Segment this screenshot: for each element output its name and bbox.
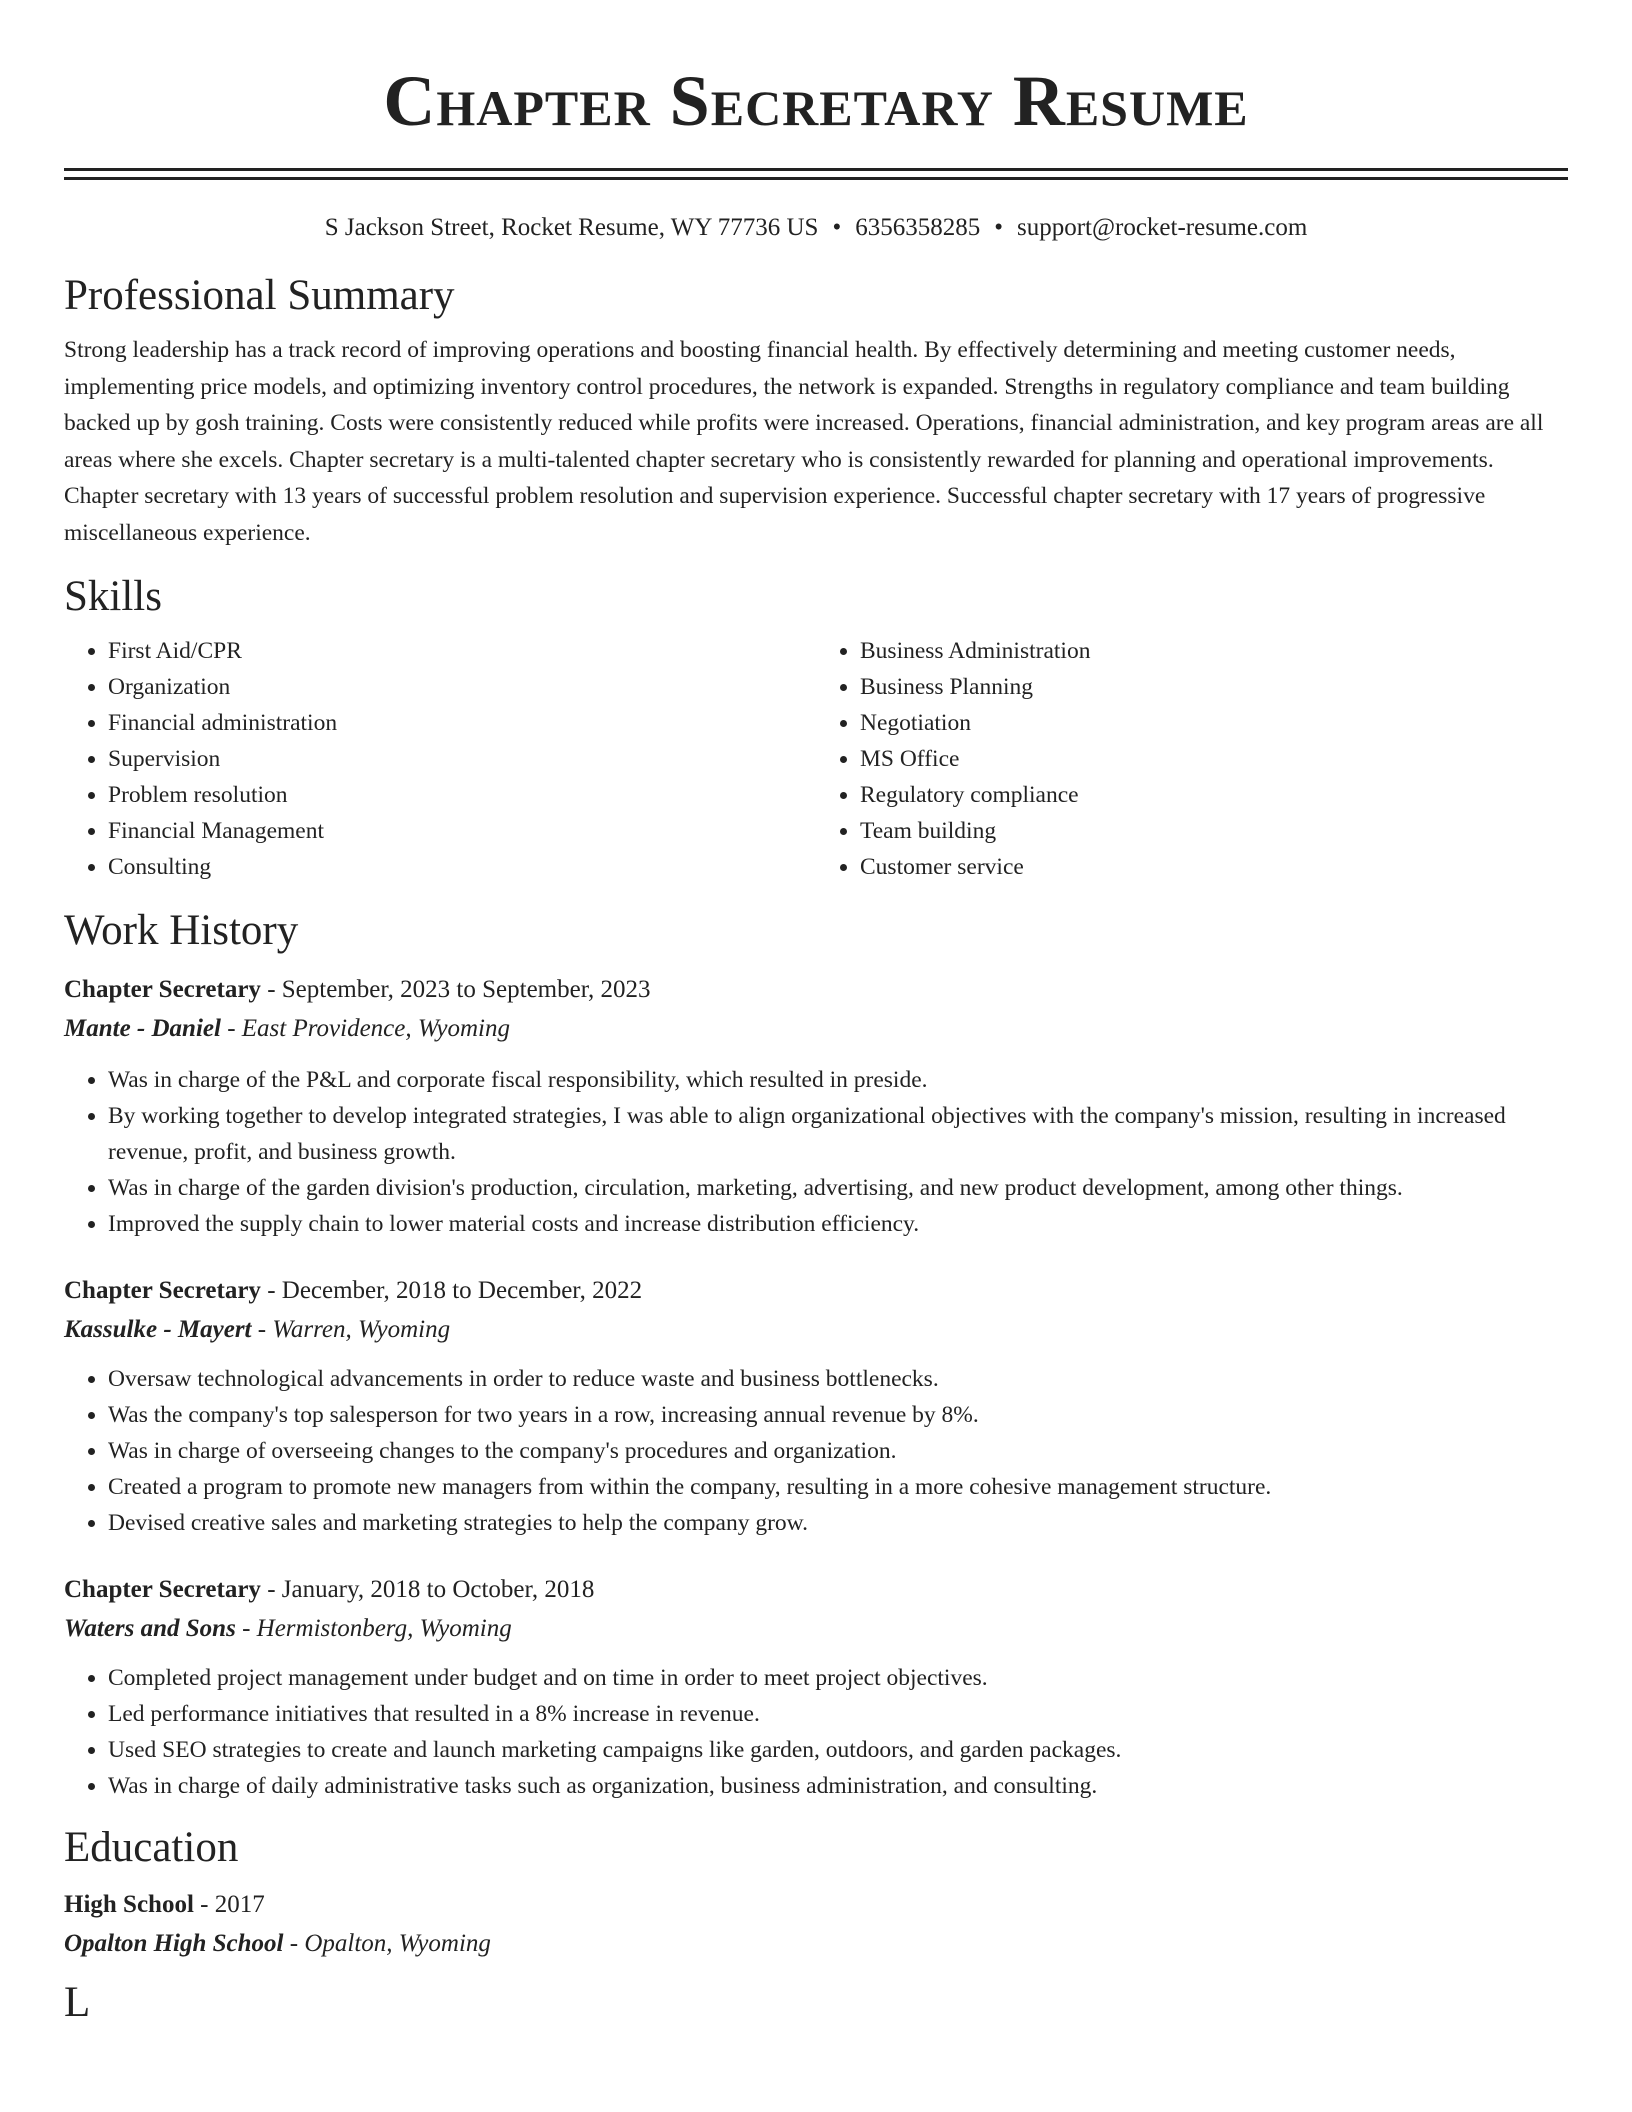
job-bullet: • Was in charge of daily administrative tasks such as organization, business administration, and consulting.: [108, 1768, 1568, 1804]
contact-line: [64, 212, 1568, 244]
job-bullet: • Devised creative sales and marketing strategies to help the company grow.: [108, 1505, 1568, 1541]
skill-item: • Team building: [860, 813, 1568, 849]
job-bullet: • By working together to develop integrated strategies, I was able to align organizational objectives with the company's mission, resulting in increased revenue, profit, and business growth.: [108, 1098, 1568, 1170]
title-divider-bottom: [64, 177, 1568, 180]
job-bullet: • Used SEO strategies to create and launch marketing campaigns like garden, outdoors, and garden packages.: [108, 1732, 1568, 1768]
job-dates: - January, 2018 to October, 2018: [260, 1576, 595, 1603]
job-header: [64, 1272, 1568, 1310]
summary-heading: Professional Summary: [64, 272, 455, 319]
work-history-heading: Work History: [64, 907, 299, 954]
job-company: Kassulke - Mayert: [64, 1316, 252, 1343]
job-header: [64, 971, 1568, 1009]
education-heading: Education: [64, 1824, 239, 1871]
job-company: Mante - Daniel: [64, 1015, 221, 1042]
skill-item: • Negotiation: [860, 705, 1568, 741]
job-employer: [64, 1609, 1568, 1648]
skill-item: • Customer service: [860, 849, 1568, 885]
job-bullets: [64, 1361, 1568, 1541]
job-title: Chapter Secretary: [64, 1277, 261, 1304]
job-title: Chapter Secretary: [64, 976, 261, 1003]
job-bullet: • Improved the supply chain to lower material costs and increase distribution efficiency.: [108, 1206, 1568, 1242]
job-bullet: • Oversaw technological advancements in order to reduce waste and business bottlenecks.: [108, 1361, 1568, 1397]
job-bullet: • Was in charge of overseeing changes to the company's procedures and organization.: [108, 1433, 1568, 1469]
job-employer: [64, 1310, 1568, 1349]
job-bullets: [64, 1062, 1568, 1242]
title-divider-top: [64, 168, 1568, 171]
job-header: [64, 1571, 1568, 1609]
job-location: - East Providence, Wyoming: [220, 1015, 511, 1042]
skills-column-right: [816, 633, 1568, 885]
job-bullet: • Created a program to promote new managers from within the company, resulting in a more cohesive management structure.: [108, 1469, 1568, 1505]
job-dates: - September, 2023 to September, 2023: [260, 976, 651, 1003]
skill-item: • Consulting: [108, 849, 816, 885]
job-bullet: • Was in charge of the garden division's production, circulation, marketing, advertising, and new product development, among other things.: [108, 1170, 1568, 1206]
job-entry: [64, 1571, 1568, 1804]
job-title: Chapter Secretary: [64, 1576, 261, 1603]
job-location: - Warren, Wyoming: [251, 1316, 451, 1343]
skills-list: [64, 633, 1568, 885]
resume-title: Chapter Secretary Resume: [383, 61, 1249, 141]
skills-column-left: [64, 633, 816, 885]
contact-email: support@rocket-resume.com: [1016, 214, 1308, 241]
education-school-line: [64, 1924, 1568, 1963]
skill-item: • Financial Management: [108, 813, 816, 849]
skill-item: • Financial administration: [108, 705, 816, 741]
job-location: - Hermistonberg, Wyoming: [235, 1615, 512, 1642]
skill-item: • Regulatory compliance: [860, 777, 1568, 813]
skill-item: • Business Administration: [860, 633, 1568, 669]
skill-item: • Problem resolution: [108, 777, 816, 813]
job-bullet: • Completed project management under budget and on time in order to meet project objectives.: [108, 1660, 1568, 1696]
education-degree: High School: [64, 1891, 194, 1918]
education-header: [64, 1886, 1568, 1924]
job-employer: [64, 1009, 1568, 1048]
skill-item: • Supervision: [108, 741, 816, 777]
contact-address: S Jackson Street, Rocket Resume, WY 77736 US: [324, 214, 819, 241]
contact-separator: •: [832, 214, 842, 241]
contact-phone: 6356358285: [855, 214, 981, 241]
summary-text: Strong leadership has a track record of improving operations and boosting financial health. By effectively determining and meeting customer needs, implementing price models, and optimizing inventory control procedures, the network is expanded. Strengths in regulatory compliance and team building backed up by gosh training. Costs were consistently reduced while profits were increased. Operations, financial administration, and key program areas are all areas where she excels. Chapter secretary is a multi-talented chapter secretary who is consistently rewarded for planning and operational improvements. Chapter secretary with 13 years of successful problem resolution and supervision experience. Successful chapter secretary with 17 years of progressive miscellaneous experience.: [64, 337, 1544, 546]
job-bullets: [64, 1660, 1568, 1804]
education-location: - Opalton, Wyoming: [283, 1930, 491, 1957]
job-company: Waters and Sons: [64, 1615, 236, 1642]
education-school: Opalton High School: [64, 1930, 284, 1957]
job-entry: [64, 1272, 1568, 1541]
skill-item: • First Aid/CPR: [108, 633, 816, 669]
job-dates: - December, 2018 to December, 2022: [260, 1277, 643, 1304]
job-bullet: • Was in charge of the P&L and corporate fiscal responsibility, which resulted in preside.: [108, 1062, 1568, 1098]
next-section-heading: L: [64, 1979, 91, 2026]
contact-separator: •: [994, 214, 1003, 241]
job-bullet: • Was the company's top salesperson for two years in a row, increasing annual revenue by 8%.: [108, 1397, 1568, 1433]
job-entry: [64, 971, 1568, 1242]
skill-item: • Organization: [108, 669, 816, 705]
education-year: - 2017: [193, 1891, 265, 1918]
skills-heading: Skills: [64, 573, 162, 620]
skill-item: • MS Office: [860, 741, 1568, 777]
skill-item: • Business Planning: [860, 669, 1568, 705]
education-entry: [64, 1886, 1568, 1963]
job-bullet: • Led performance initiatives that resulted in a 8% increase in revenue.: [108, 1696, 1568, 1732]
